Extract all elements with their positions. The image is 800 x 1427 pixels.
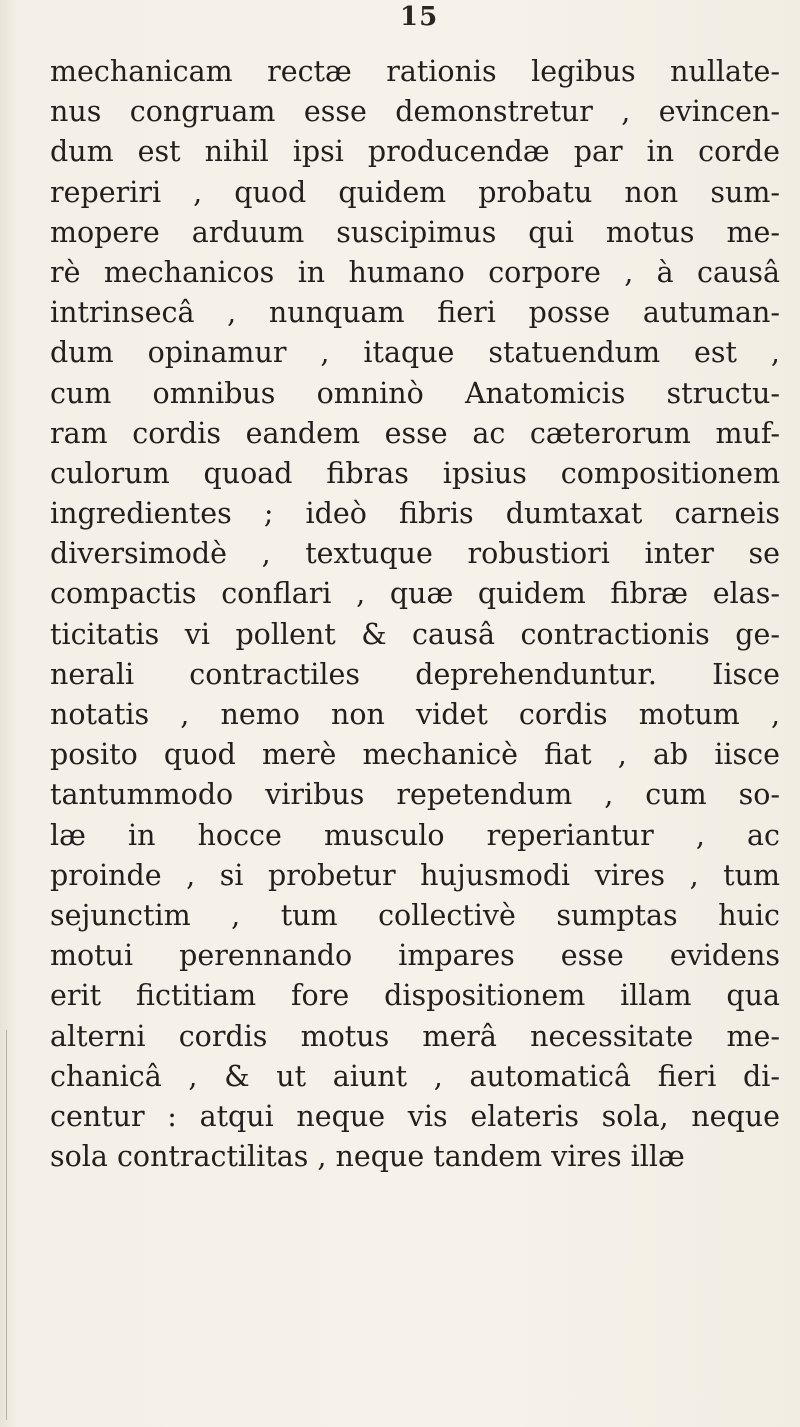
text-line-12: ingredientes ; ideò fibris dumtaxat carneis [50, 497, 780, 531]
text-line-15: ticitatis vi pollent & causâ contractionis ge- [50, 617, 780, 651]
text-line-7: intrinsecâ , nunquam fieri posse autuman- [50, 296, 780, 330]
text-line-27: centur : atqui neque vis elateris sola, neque [50, 1099, 780, 1133]
text-line-20: læ in hocce musculo reperiantur , ac [50, 818, 780, 852]
text-line-17: notatis , nemo non videt cordis motum , [50, 698, 780, 731]
text-line-24: erit fictitiam fore dispositionem illam qua [50, 979, 780, 1013]
text-line-9: cum omnibus omninò Anatomicis structu- [50, 376, 780, 410]
body-text [50, 52, 780, 1177]
text-line-10: ram cordis eandem esse ac cæterorum muf- [50, 416, 780, 450]
text-line-2: nus congruam esse demonstretur , evincen- [50, 95, 780, 129]
text-line-26: chanicâ , & ut aiunt , automaticâ fieri di- [50, 1059, 780, 1093]
text-line-28: sola contractilitas , neque tandem vires illæ [50, 1140, 685, 1174]
text-line-14: compactis conflari , quæ quidem fibræ elas- [50, 577, 780, 611]
text-line-11: culorum quoad fibras ipsius compositionem [50, 456, 780, 490]
text-line-19: tantummodo viribus repetendum , cum so- [50, 778, 780, 812]
text-line-13: diversimodè , textuque robustiori inter se [50, 537, 780, 571]
text-line-18: posito quod merè mechanicè fiat , ab iisce [50, 738, 780, 772]
text-line-16: nerali contractiles deprehenduntur. Iisce [50, 657, 780, 691]
gutter-shadow-line [6, 1030, 7, 1420]
text-line-23: motui perennando impares esse evidens [50, 939, 780, 973]
text-line-5: mopere arduum suscipimus qui motus me- [50, 215, 780, 249]
text-line-6: rè mechanicos in humano corpore , à causâ [50, 255, 780, 289]
text-line-21: proinde , si probetur hujusmodi vires , tum [50, 858, 780, 892]
text-line-4: reperiri , quod quidem probatu non sum- [50, 175, 780, 209]
page-number: 15 [400, 2, 439, 32]
text-line-1: mechanicam rectæ rationis legibus nullate- [50, 55, 780, 88]
text-line-8: dum opinamur , itaque statuendum est , [50, 336, 780, 370]
text-line-22: sejunctim , tum collectivè sumptas huic [50, 898, 780, 932]
text-line-3: dum est nihil ipsi producendæ par in corde [50, 135, 780, 169]
text-line-25: alterni cordis motus merâ necessitate me- [50, 1019, 780, 1053]
